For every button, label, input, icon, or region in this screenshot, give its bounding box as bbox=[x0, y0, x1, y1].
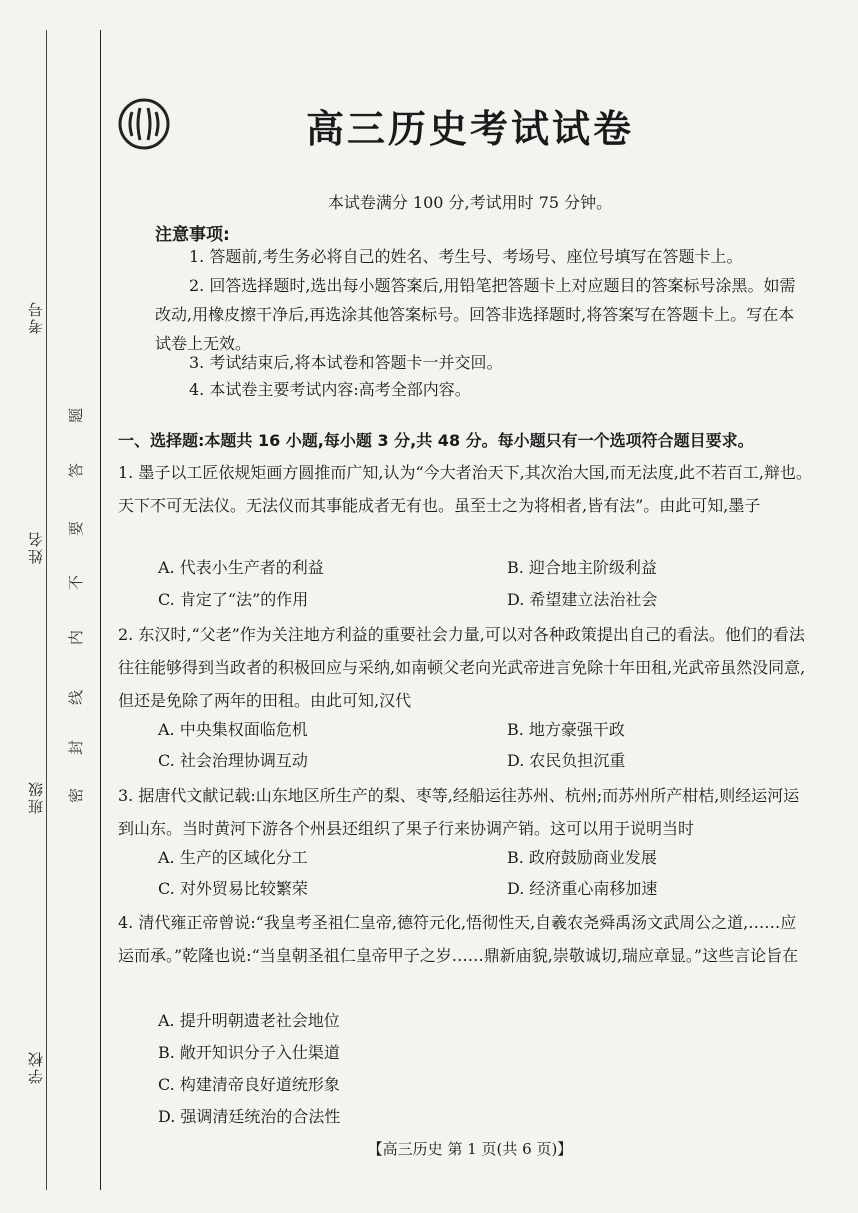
question-stem: 1. 墨子以工匠依规矩画方圆推而广知,认为“今大者治天下,其次治大国,而无法度,此不若百工,辩也。天下不可无法仪。无法仪而其事能成者无有也。虽至士之为将相者,皆有法”。由此可知,墨子 bbox=[118, 463, 812, 515]
question-stem: 3. 据唐代文献记载:山东地区所生产的梨、枣等,经船运往苏州、杭州;而苏州所产柑桔,则经运河运到山东。当时黄河下游各个州县还组织了果子行来协调产销。这可以用于说明当时 bbox=[118, 786, 800, 838]
class-label: 班级 bbox=[27, 780, 45, 814]
question-option: A. 生产的区域化分工 bbox=[158, 848, 308, 867]
question-option: C. 对外贸易比较繁荣 bbox=[158, 879, 308, 898]
notice-item: 4. 本试卷主要考试内容:高考全部内容。 bbox=[189, 380, 471, 399]
name-label: 姓名 bbox=[27, 530, 45, 564]
margin-line-outer bbox=[46, 30, 47, 1190]
seal-char: 线 bbox=[67, 689, 86, 706]
notice-item: 2. 回答选择题时,选出每小题答案后,用铅笔把答题卡上对应题目的答案标号涂黑。如需改动,用橡皮擦干净后,再选涂其他答案标号。回答非选择题时,将答案写在答题卡上。写在本试卷上无效。 bbox=[155, 276, 796, 353]
question-option: B. 敞开知识分子入仕渠道 bbox=[158, 1043, 340, 1062]
section-heading: 一、选择题:本题共 16 小题,每小题 3 分,共 48 分。每小题只有一个选项符合题目要求。 bbox=[118, 431, 754, 450]
question-option: B. 迎合地主阶级利益 bbox=[507, 558, 657, 577]
question-option: C. 社会治理协调互动 bbox=[158, 751, 308, 770]
question-option: D. 希望建立法治社会 bbox=[507, 590, 658, 609]
question-stem: 4. 清代雍正帝曾说:“我皇考圣祖仁皇帝,德符元化,悟彻性天,自羲农尧舜禹汤文武周公之道,……应运而承。”乾隆也说:“当皇朝圣祖仁皇帝甲子之岁……鼎新庙貌,崇敬诚切,瑞应章显。”这些言论旨在 bbox=[118, 913, 799, 965]
question-stem: 2. 东汉时,“父老”作为关注地方利益的重要社会力量,可以对各种政策提出自己的看法。他们的看法往往能够得到当政者的积极回应与采纳,如南顿父老向光武帝进言免除十年田租,光武帝虽然没同意,但还是免除了两年的田租。由此可知,汉代 bbox=[118, 625, 806, 710]
exam-title: 高三历史考试试卷 bbox=[305, 107, 634, 151]
seal-char: 密 bbox=[67, 787, 86, 804]
question-option: A. 提升明朝遗老社会地位 bbox=[158, 1011, 340, 1030]
seal-char: 题 bbox=[67, 407, 86, 424]
notice-item: 3. 考试结束后,将本试卷和答题卡一并交回。 bbox=[189, 353, 503, 372]
question-option: C. 肯定了“法”的作用 bbox=[158, 590, 309, 609]
question-option: D. 农民负担沉重 bbox=[507, 751, 626, 770]
notice-item: 1. 答题前,考生务必将自己的姓名、考生号、考场号、座位号填写在答题卡上。 bbox=[189, 247, 743, 266]
exam-subtitle: 本试卷满分 100 分,考试用时 75 分钟。 bbox=[327, 193, 613, 212]
question-option: B. 政府鼓励商业发展 bbox=[507, 848, 657, 867]
question-option: D. 强调清廷统治的合法性 bbox=[158, 1107, 341, 1126]
seal-char: 答 bbox=[67, 462, 86, 479]
question-option: A. 中央集权面临危机 bbox=[158, 720, 308, 739]
publisher-logo-icon bbox=[118, 98, 170, 150]
seal-char: 要 bbox=[67, 520, 86, 537]
question-option: C. 构建清帝良好道统形象 bbox=[158, 1075, 340, 1094]
question-option: A. 代表小生产者的利益 bbox=[158, 558, 324, 577]
seal-char: 内 bbox=[67, 629, 86, 646]
page-footer: 【高三历史 第 1 页(共 6 页)】 bbox=[367, 1140, 573, 1158]
school-label: 学校 bbox=[27, 1050, 45, 1084]
seal-char: 不 bbox=[67, 574, 86, 591]
student-id-label: 考号 bbox=[27, 300, 45, 334]
margin-line-inner bbox=[100, 30, 101, 1190]
seal-char: 封 bbox=[67, 739, 86, 756]
notice-heading: 注意事项: bbox=[155, 225, 230, 245]
question-option: B. 地方豪强干政 bbox=[507, 720, 625, 739]
question-option: D. 经济重心南移加速 bbox=[507, 879, 658, 898]
